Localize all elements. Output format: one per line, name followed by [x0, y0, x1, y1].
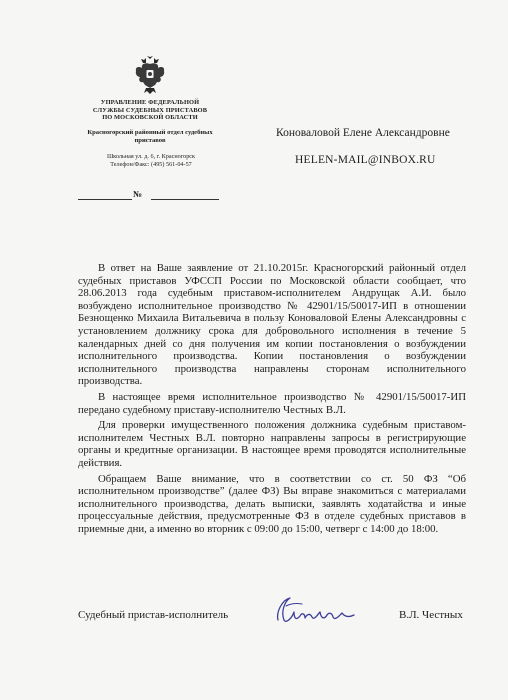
- paragraph-transfer: В настоящее время исполнительное производство № 42901/15/50017-ИП передано судебному приставу-исполнителю Честных В.Л.: [78, 390, 466, 416]
- coat-of-arms-icon: [133, 55, 167, 95]
- agency-line: УПРАВЛЕНИЕ ФЕДЕРАЛЬНОЙ: [100, 99, 200, 106]
- department-line: Красногорский районный отдел судебных: [87, 129, 213, 136]
- letter-body: [78, 262, 466, 538]
- paragraph-inquiries: Для проверки имущественного положения должника судебным приставом-исполнителем Честных В.Л. повторно направлены запросы в регистрирующие органы и кредитные организации. В настоящее время проводятся исполнительные действия.: [78, 419, 466, 469]
- handwritten-signature: [272, 594, 358, 628]
- signatory-title: Судебный пристав-исполнитель: [78, 609, 229, 621]
- signatory-name: В.Л. Честных: [399, 609, 463, 621]
- department-address: [86, 153, 216, 169]
- paragraph-rights: Обращаем Ваше внимание, что в соответствии со ст. 50 ФЗ “Об исполнительном производстве” (далее ФЗ) Вы вправе знакомиться с материалами исполнительного производства, делать выписки, заявлять ходатайства и иные процессуальные действия, предусмотренные ФЗ в отделе судебных приставов в приемные дни, а именно во вторник с 09:00 до 15:00, четверг с 14:00 до 18:00.: [78, 472, 466, 535]
- agency-name: [88, 99, 212, 122]
- address-line: Школьная ул. д. 6, г. Красногорск: [106, 153, 196, 160]
- reference-number-line: [78, 190, 220, 200]
- department-name: [80, 129, 220, 145]
- date-blank: [78, 199, 132, 200]
- phone-line: Телефон/Факс: (495) 561-04-57: [110, 161, 192, 168]
- number-sign: №: [133, 189, 143, 199]
- agency-line: СЛУЖБЫ СУДЕБНЫХ ПРИСТАВОВ: [92, 106, 208, 114]
- department-line: приставов: [134, 137, 166, 144]
- recipient-name: Коноваловой Елене Александровне: [276, 127, 450, 139]
- recipient-email: HELEN-MAIL@INBOX.RU: [295, 154, 436, 166]
- paragraph-response: В ответ на Ваше заявление от 21.10.2015г. Красногорский районный отдел судебных приставов УФССП России по Московской области сообщает, что 28.06.2013 года судебным приставом-исполнителем Андрущак А.И. было возбуждено исполнительное производство № 42901/15/50017-ИП в отношении Безнощенко Михаила Витальевича в пользу Коноваловой Елены Александровны с установлением должнику срока для добровольного исполнения в течение 5 календарных дней со дня получения им копии постановления о возбуждении исполнительного производства. Копии постановления о возбуждении исполнительного производства направлены сторонам исполнительного производства.: [78, 262, 466, 388]
- agency-line: ПО МОСКОВСКОЙ ОБЛАСТИ: [102, 114, 198, 122]
- number-blank: [151, 199, 219, 200]
